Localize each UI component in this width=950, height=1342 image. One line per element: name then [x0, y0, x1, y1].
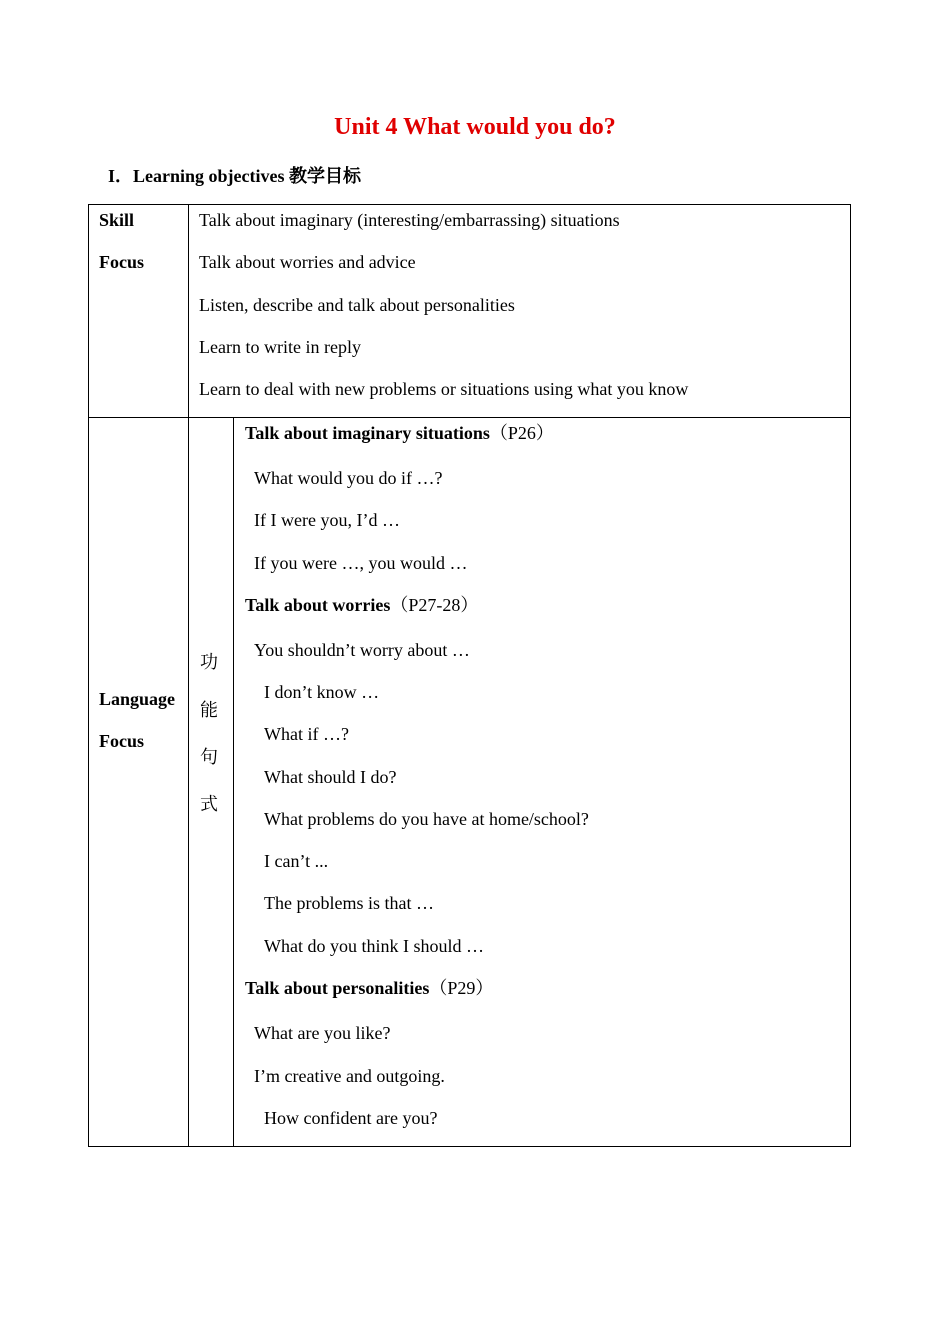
section-heading: I．Learning objectives 教学目标: [108, 166, 361, 186]
table-border-bottom: [88, 1146, 851, 1147]
sentence-line: What would you do if …?: [254, 468, 443, 488]
table-border-right: [850, 204, 851, 1147]
sentence-line: What do you think I should …: [264, 936, 484, 956]
sentence-line: I don’t know …: [264, 682, 380, 702]
sentence-line: If I were you, I’d …: [254, 510, 400, 530]
sentence-line: How confident are you?: [264, 1108, 438, 1128]
group-page-ref: （P27-28）: [390, 595, 479, 615]
sentence-line: What are you like?: [254, 1023, 391, 1043]
group-heading-title: Talk about worries: [245, 595, 391, 615]
skill-item: Talk about imaginary (interesting/embarrassing) situations: [199, 210, 620, 230]
sentence-line: What problems do you have at home/school?: [264, 809, 589, 829]
skill-item: Learn to write in reply: [199, 337, 361, 357]
skill-focus-label-line1: Skill: [99, 210, 135, 230]
group-page-ref: （P29）: [429, 978, 494, 998]
table-subcolumn-divider: [233, 417, 234, 1147]
table-border-left: [88, 204, 89, 1147]
sentence-line: You shouldn’t worry about …: [254, 640, 470, 660]
group-heading: [245, 977, 493, 999]
function-sentences-char: 式: [200, 794, 218, 814]
sentence-line: I’m creative and outgoing.: [254, 1066, 445, 1086]
skill-focus-label-line2: Focus: [99, 252, 144, 272]
group-heading: [245, 594, 478, 616]
sentence-line: If you were …, you would …: [254, 553, 468, 573]
skill-item: Learn to deal with new problems or situations using what you know: [199, 379, 689, 399]
function-sentences-char: 能: [200, 700, 218, 720]
table-border-top: [88, 204, 851, 205]
group-heading-title: Talk about imaginary situations: [245, 423, 490, 443]
table-row-divider: [88, 417, 851, 418]
language-focus-label-line2: Focus: [99, 731, 144, 751]
page-title: Unit 4 What would you do?: [334, 114, 616, 140]
group-heading: [245, 422, 554, 444]
sentence-line: What if …?: [264, 724, 349, 744]
group-heading-title: Talk about personalities: [245, 978, 430, 998]
skill-item: Listen, describe and talk about personalities: [199, 295, 515, 315]
sentence-line: What should I do?: [264, 767, 397, 787]
skill-item: Talk about worries and advice: [199, 252, 416, 272]
function-sentences-char: 句: [200, 747, 218, 767]
sentence-line: The problems is that …: [264, 893, 434, 913]
group-page-ref: （P26）: [489, 423, 554, 443]
language-focus-label-line1: Language: [99, 689, 176, 709]
sentence-line: I can’t ...: [264, 851, 329, 871]
function-sentences-char: 功: [200, 652, 218, 672]
table-column-divider: [188, 204, 189, 1147]
